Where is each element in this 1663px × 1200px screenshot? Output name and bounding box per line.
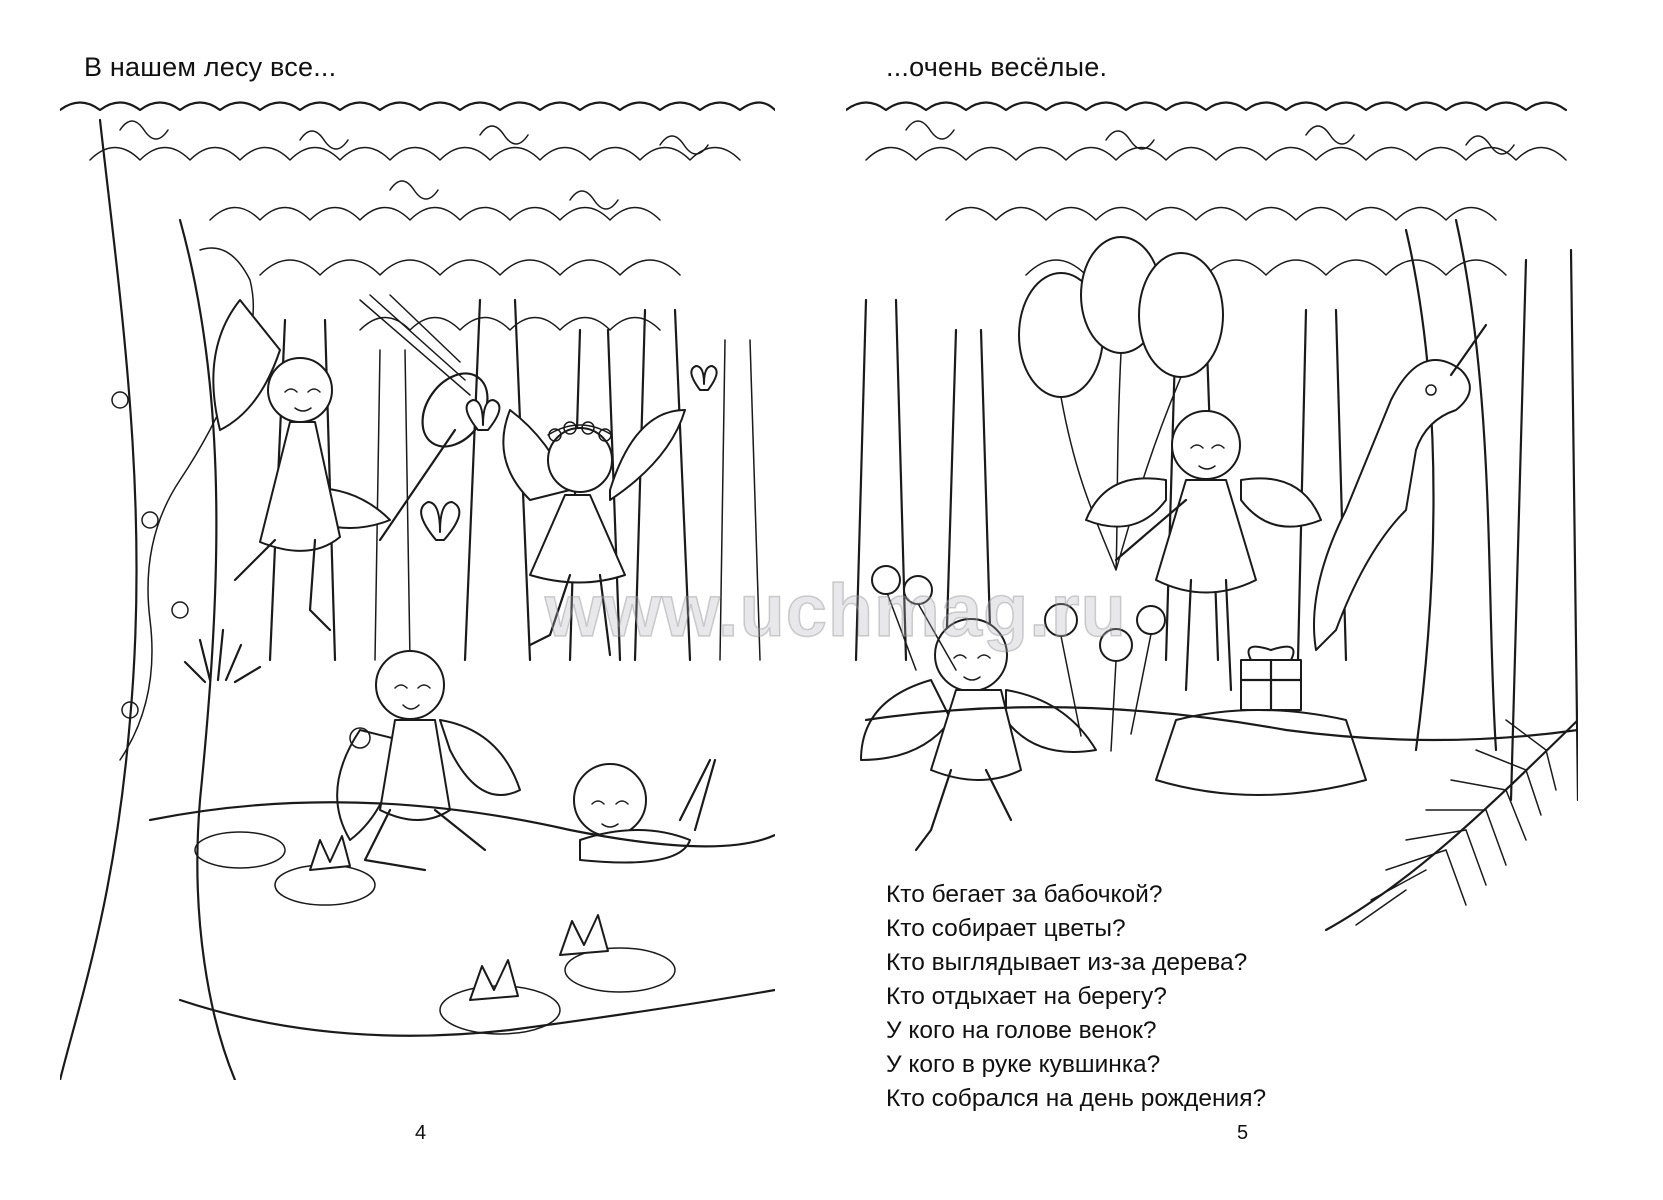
fairy-with-net (213, 300, 390, 630)
foreground-tree (60, 120, 253, 1080)
tree-canopy (60, 103, 775, 331)
question-item: Кто собрался на день рождения? (886, 1085, 1267, 1112)
palm-fronds (1326, 720, 1578, 930)
forest-fairies-illustration (60, 100, 775, 1080)
right-page-number: 5 (1237, 1122, 1249, 1144)
fairy-with-water-lily (337, 651, 520, 870)
tree-canopy (846, 103, 1566, 276)
question-item: Кто выглядывает из-за дерева? (886, 949, 1248, 976)
question-item: У кого на голове венок? (886, 1017, 1157, 1044)
left-page (0, 0, 830, 1200)
question-list (886, 878, 1266, 1116)
left-page-number: 4 (415, 1122, 427, 1144)
left-page-caption: В нашем лесу все... (84, 52, 337, 82)
right-page-caption: ...очень весёлые. (886, 52, 1108, 82)
question-item: Кто бегает за бабочкой? (886, 881, 1163, 908)
watermark: www.uchmag.ru (545, 569, 1127, 652)
question-item: Кто собирает цветы? (886, 915, 1126, 942)
question-item: У кого в руке кувшинка? (886, 1051, 1161, 1078)
question-item: Кто отдыхает на берегу? (886, 983, 1167, 1010)
right-page (830, 0, 1663, 1200)
unicorn (1314, 325, 1486, 650)
fairy-with-wreath (503, 410, 685, 655)
